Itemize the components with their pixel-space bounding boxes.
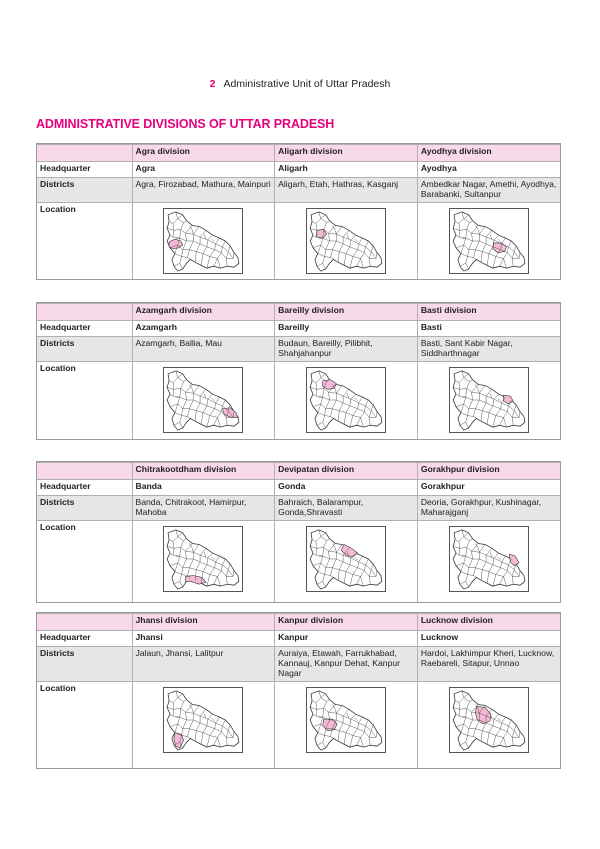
state-outline (310, 530, 382, 589)
districts-value: Hardoi, Lakhimpur Kheri, Lucknow, Raebareli, Sitapur, Unnao (417, 647, 560, 682)
districts-value: Budaun, Bareilly, Pilibhit, Shahjahanpur (275, 337, 418, 362)
up-map (307, 368, 385, 432)
division-name: Azamgarh division (132, 304, 275, 321)
districts-row (37, 178, 560, 203)
location-map (306, 208, 386, 274)
location-label: Location (37, 521, 132, 603)
division-name: Chitrakootdham division (132, 463, 275, 480)
location-row (37, 521, 560, 603)
location-map-cell (417, 681, 560, 768)
location-row (37, 362, 560, 440)
up-map (307, 688, 385, 752)
headquarter-label: Headquarter (37, 480, 132, 496)
headquarter-value: Lucknow (417, 631, 560, 647)
headquarter-row (37, 631, 560, 647)
location-label: Location (37, 362, 132, 440)
page-number: 2 (209, 78, 216, 90)
up-map (450, 209, 528, 273)
division-name-row (37, 614, 560, 631)
districts-value: Basti, Sant Kabir Nagar, Siddharthnagar (417, 337, 560, 362)
headquarter-value: Kanpur (275, 631, 418, 647)
location-map (449, 208, 529, 274)
division-grid (37, 462, 560, 602)
districts-label: Districts (37, 178, 132, 203)
division-name: Agra division (132, 145, 275, 162)
location-map-cell (275, 521, 418, 603)
division-name: Basti division (417, 304, 560, 321)
up-map (307, 209, 385, 273)
location-map (449, 687, 529, 753)
location-map (163, 687, 243, 753)
division-table (36, 612, 561, 769)
location-map (306, 687, 386, 753)
state-outline (453, 371, 525, 430)
state-outline (310, 212, 382, 271)
headquarter-label: Headquarter (37, 162, 132, 178)
districts-label: Districts (37, 647, 132, 682)
headquarter-value: Jhansi (132, 631, 275, 647)
districts-value: Ambedkar Nagar, Amethi, Ayodhya, Barabanki, Sultanpur (417, 178, 560, 203)
empty-corner-cell (37, 614, 132, 631)
up-map (450, 368, 528, 432)
page-title: ADMINISTRATIVE DIVISIONS OF UTTAR PRADESH (36, 117, 335, 131)
division-name: Lucknow division (417, 614, 560, 631)
division-name: Kanpur division (275, 614, 418, 631)
districts-row (37, 496, 560, 521)
state-outline (310, 691, 382, 750)
up-map (164, 688, 242, 752)
location-map (163, 526, 243, 592)
districts-value: Auraiya, Etawah, Farrukhabad, Kannauj, Kanpur Dehat, Kanpur Nagar (275, 647, 418, 682)
districts-value: Jalaun, Jhansi, Lalitpur (132, 647, 275, 682)
location-map-cell (132, 521, 275, 603)
up-map (164, 368, 242, 432)
location-label: Location (37, 681, 132, 768)
location-map (163, 367, 243, 433)
headquarter-value: Agra (132, 162, 275, 178)
division-grid (37, 303, 560, 439)
division-grid (37, 144, 560, 279)
location-map-cell (132, 203, 275, 280)
empty-corner-cell (37, 304, 132, 321)
up-map (164, 527, 242, 591)
districts-value: Deoria, Gorakhpur, Kushinagar, Maharajganj (417, 496, 560, 521)
headquarter-value: Ayodhya (417, 162, 560, 178)
division-name: Ayodhya division (417, 145, 560, 162)
headquarter-row (37, 480, 560, 496)
location-map (449, 526, 529, 592)
districts-value: Agra, Firozabad, Mathura, Mainpuri (132, 178, 275, 203)
location-map (163, 208, 243, 274)
districts-row (37, 647, 560, 682)
up-map (164, 209, 242, 273)
headquarter-value: Aligarh (275, 162, 418, 178)
headquarter-value: Banda (132, 480, 275, 496)
location-map (306, 526, 386, 592)
headquarter-row (37, 162, 560, 178)
districts-value: Aligarh, Etah, Hathras, Kasganj (275, 178, 418, 203)
division-name: Gorakhpur division (417, 463, 560, 480)
division-name: Jhansi division (132, 614, 275, 631)
location-map-cell (275, 362, 418, 440)
location-map-cell (417, 362, 560, 440)
districts-value: Azamgarh, Ballia, Mau (132, 337, 275, 362)
state-outline (167, 371, 239, 430)
districts-value: Banda, Chitrakoot, Hamirpur, Mahoba (132, 496, 275, 521)
location-map-cell (275, 203, 418, 280)
location-row (37, 681, 560, 768)
up-map (450, 527, 528, 591)
location-row (37, 203, 560, 280)
empty-corner-cell (37, 145, 132, 162)
empty-corner-cell (37, 463, 132, 480)
location-map (306, 367, 386, 433)
districts-row (37, 337, 560, 362)
headquarter-row (37, 321, 560, 337)
location-map-cell (275, 681, 418, 768)
division-grid (37, 613, 560, 768)
location-map-cell (132, 681, 275, 768)
running-title: Administrative Unit of Uttar Pradesh (223, 78, 391, 90)
districts-label: Districts (37, 496, 132, 521)
headquarter-value: Azamgarh (132, 321, 275, 337)
division-table (36, 461, 561, 603)
districts-label: Districts (37, 337, 132, 362)
division-name: Aligarh division (275, 145, 418, 162)
headquarter-value: Gorakhpur (417, 480, 560, 496)
location-label: Location (37, 203, 132, 280)
location-map-cell (417, 203, 560, 280)
headquarter-value: Bareilly (275, 321, 418, 337)
headquarter-value: Gonda (275, 480, 418, 496)
page-header (0, 78, 600, 90)
location-map-cell (417, 521, 560, 603)
division-table (36, 302, 561, 440)
districts-value: Bahraich, Balarampur, Gonda,Shravasti (275, 496, 418, 521)
division-name-row (37, 145, 560, 162)
division-name-row (37, 463, 560, 480)
division-name: Bareilly division (275, 304, 418, 321)
headquarter-value: Basti (417, 321, 560, 337)
up-map (307, 527, 385, 591)
division-table (36, 143, 561, 280)
state-outline (310, 371, 382, 430)
division-name-row (37, 304, 560, 321)
state-outline (453, 212, 525, 271)
division-name: Devipatan division (275, 463, 418, 480)
location-map-cell (132, 362, 275, 440)
up-map (450, 688, 528, 752)
location-map (449, 367, 529, 433)
headquarter-label: Headquarter (37, 321, 132, 337)
headquarter-label: Headquarter (37, 631, 132, 647)
